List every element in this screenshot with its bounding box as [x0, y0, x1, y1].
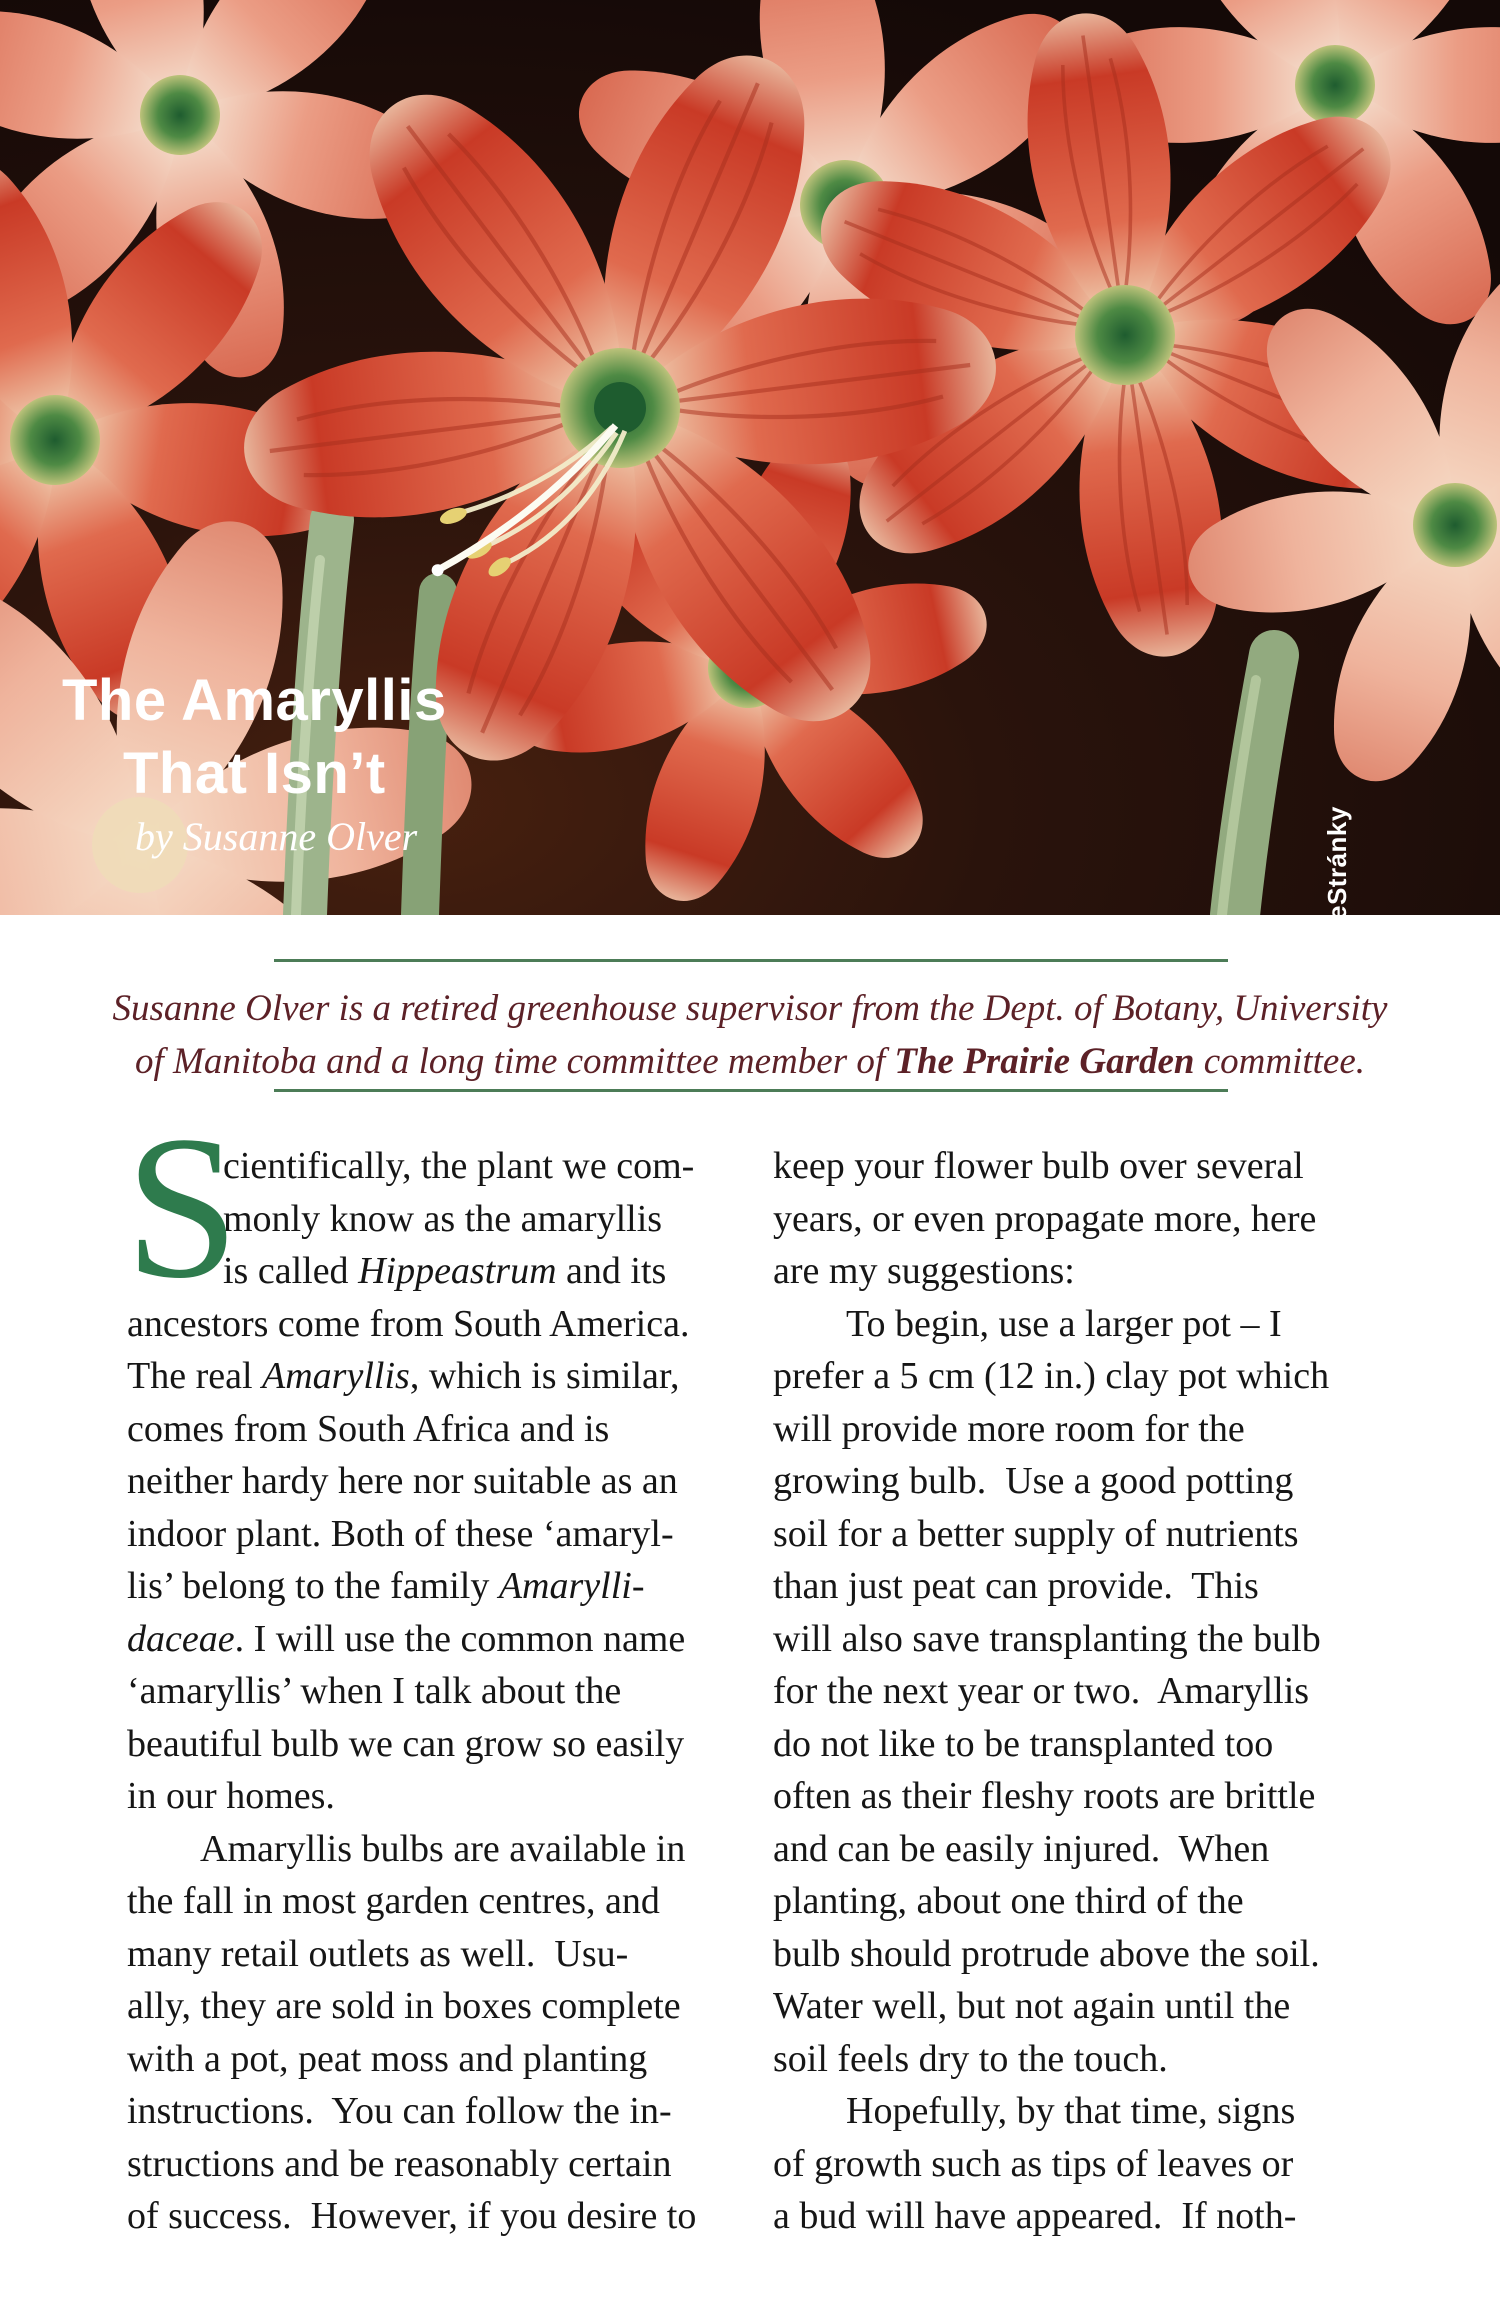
text-line: instructions. You can follow the in-	[127, 2090, 672, 2132]
text-line: years, or even propagate more, here	[773, 1197, 1317, 1240]
title-line-2: That Isn’t	[122, 741, 386, 806]
photo-credit-watermark: eStránky	[1322, 806, 1352, 920]
text-line: in our homes.	[127, 1775, 335, 1817]
text-line: lis’ belong to the family Amarylli-	[127, 1565, 645, 1607]
text-line: keep your flower bulb over several	[773, 1145, 1304, 1187]
text-line: and can be easily injured. When	[773, 1827, 1270, 1870]
text-line: will provide more room for the	[773, 1407, 1245, 1450]
article-body	[125, 1094, 1383, 2243]
text-line: monly know as the amaryllis	[223, 1197, 663, 1240]
text-line: planting, about one third of the	[773, 1880, 1244, 1922]
text-line: ally, they are sold in boxes complete	[127, 1985, 681, 2027]
text-line: Water well, but not again until the	[773, 1985, 1291, 2027]
column-left	[125, 1094, 737, 2243]
text-line: soil for a better supply of nutrients	[773, 1512, 1299, 1555]
text-line: for the next year or two. Amaryllis	[773, 1670, 1310, 1712]
text-line: neither hardy here nor suitable as an	[127, 1460, 678, 1502]
text-line: Susanne Olver is a retired greenhouse supervisor from the Dept. of Botany, University	[112, 988, 1388, 1029]
text-line: beautiful bulb we can grow so easily	[127, 1722, 685, 1765]
text-line: of success. However, if you desire to	[127, 2195, 697, 2237]
text-line: is called Hippeastrum and its	[223, 1250, 667, 1292]
text-line: than just peat can provide. This	[773, 1565, 1259, 1607]
drop-cap: S	[125, 1094, 240, 1321]
text-line: prefer a 5 cm (12 in.) clay pot which	[773, 1355, 1330, 1397]
text-line: many retail outlets as well. Usu-	[127, 1932, 629, 1975]
text-line: of Manitoba and a long time committee member of The Prairie Garden committee.	[134, 1041, 1366, 1082]
text-line: ancestors come from South America.	[127, 1302, 690, 1345]
text-line: with a pot, peat moss and planting	[127, 2037, 648, 2080]
column-right-text	[773, 1140, 1383, 2243]
byline: by Susanne Olver	[135, 814, 418, 859]
text-line: often as their fleshy roots are brittle	[773, 1775, 1316, 1817]
text-line: a bud will have appeared. If noth-	[773, 2195, 1297, 2237]
text-line: The real Amaryllis, which is similar,	[127, 1355, 680, 1397]
text-line: of growth such as tips of leaves or	[773, 2142, 1294, 2185]
text-line: the fall in most garden centres, and	[127, 1880, 660, 1922]
article-title	[62, 664, 447, 810]
divider-rule-bottom	[274, 1089, 1228, 1092]
author-intro-blurb	[75, 982, 1425, 1088]
text-line: cientifically, the plant we com-	[223, 1145, 695, 1187]
text-line: soil feels dry to the touch.	[773, 2037, 1168, 2080]
text-line: ‘amaryllis’ when I talk about the	[127, 1670, 622, 1712]
text-line: do not like to be transplanted too	[773, 1722, 1274, 1765]
text-line: growing bulb. Use a good potting	[773, 1460, 1294, 1502]
amaryllis-photo	[0, 0, 1500, 920]
text-line: To begin, use a larger pot – I	[846, 1302, 1282, 1345]
text-line: indoor plant. Both of these ‘amaryl-	[127, 1512, 674, 1555]
text-line: are my suggestions:	[773, 1250, 1075, 1292]
text-line: Hopefully, by that time, signs	[846, 2090, 1296, 2132]
text-line: Amaryllis bulbs are available in	[200, 1827, 686, 1870]
column-right	[773, 1140, 1383, 2243]
text-line: daceae. I will use the common name	[127, 1617, 686, 1660]
title-line-1: The Amaryllis	[62, 668, 447, 733]
text-line: will also save transplanting the bulb	[773, 1617, 1321, 1660]
text-line: bulb should protrude above the soil.	[773, 1932, 1320, 1975]
text-line: structions and be reasonably certain	[127, 2142, 672, 2185]
text-line: comes from South Africa and is	[127, 1407, 610, 1450]
divider-rule-top	[274, 959, 1228, 962]
